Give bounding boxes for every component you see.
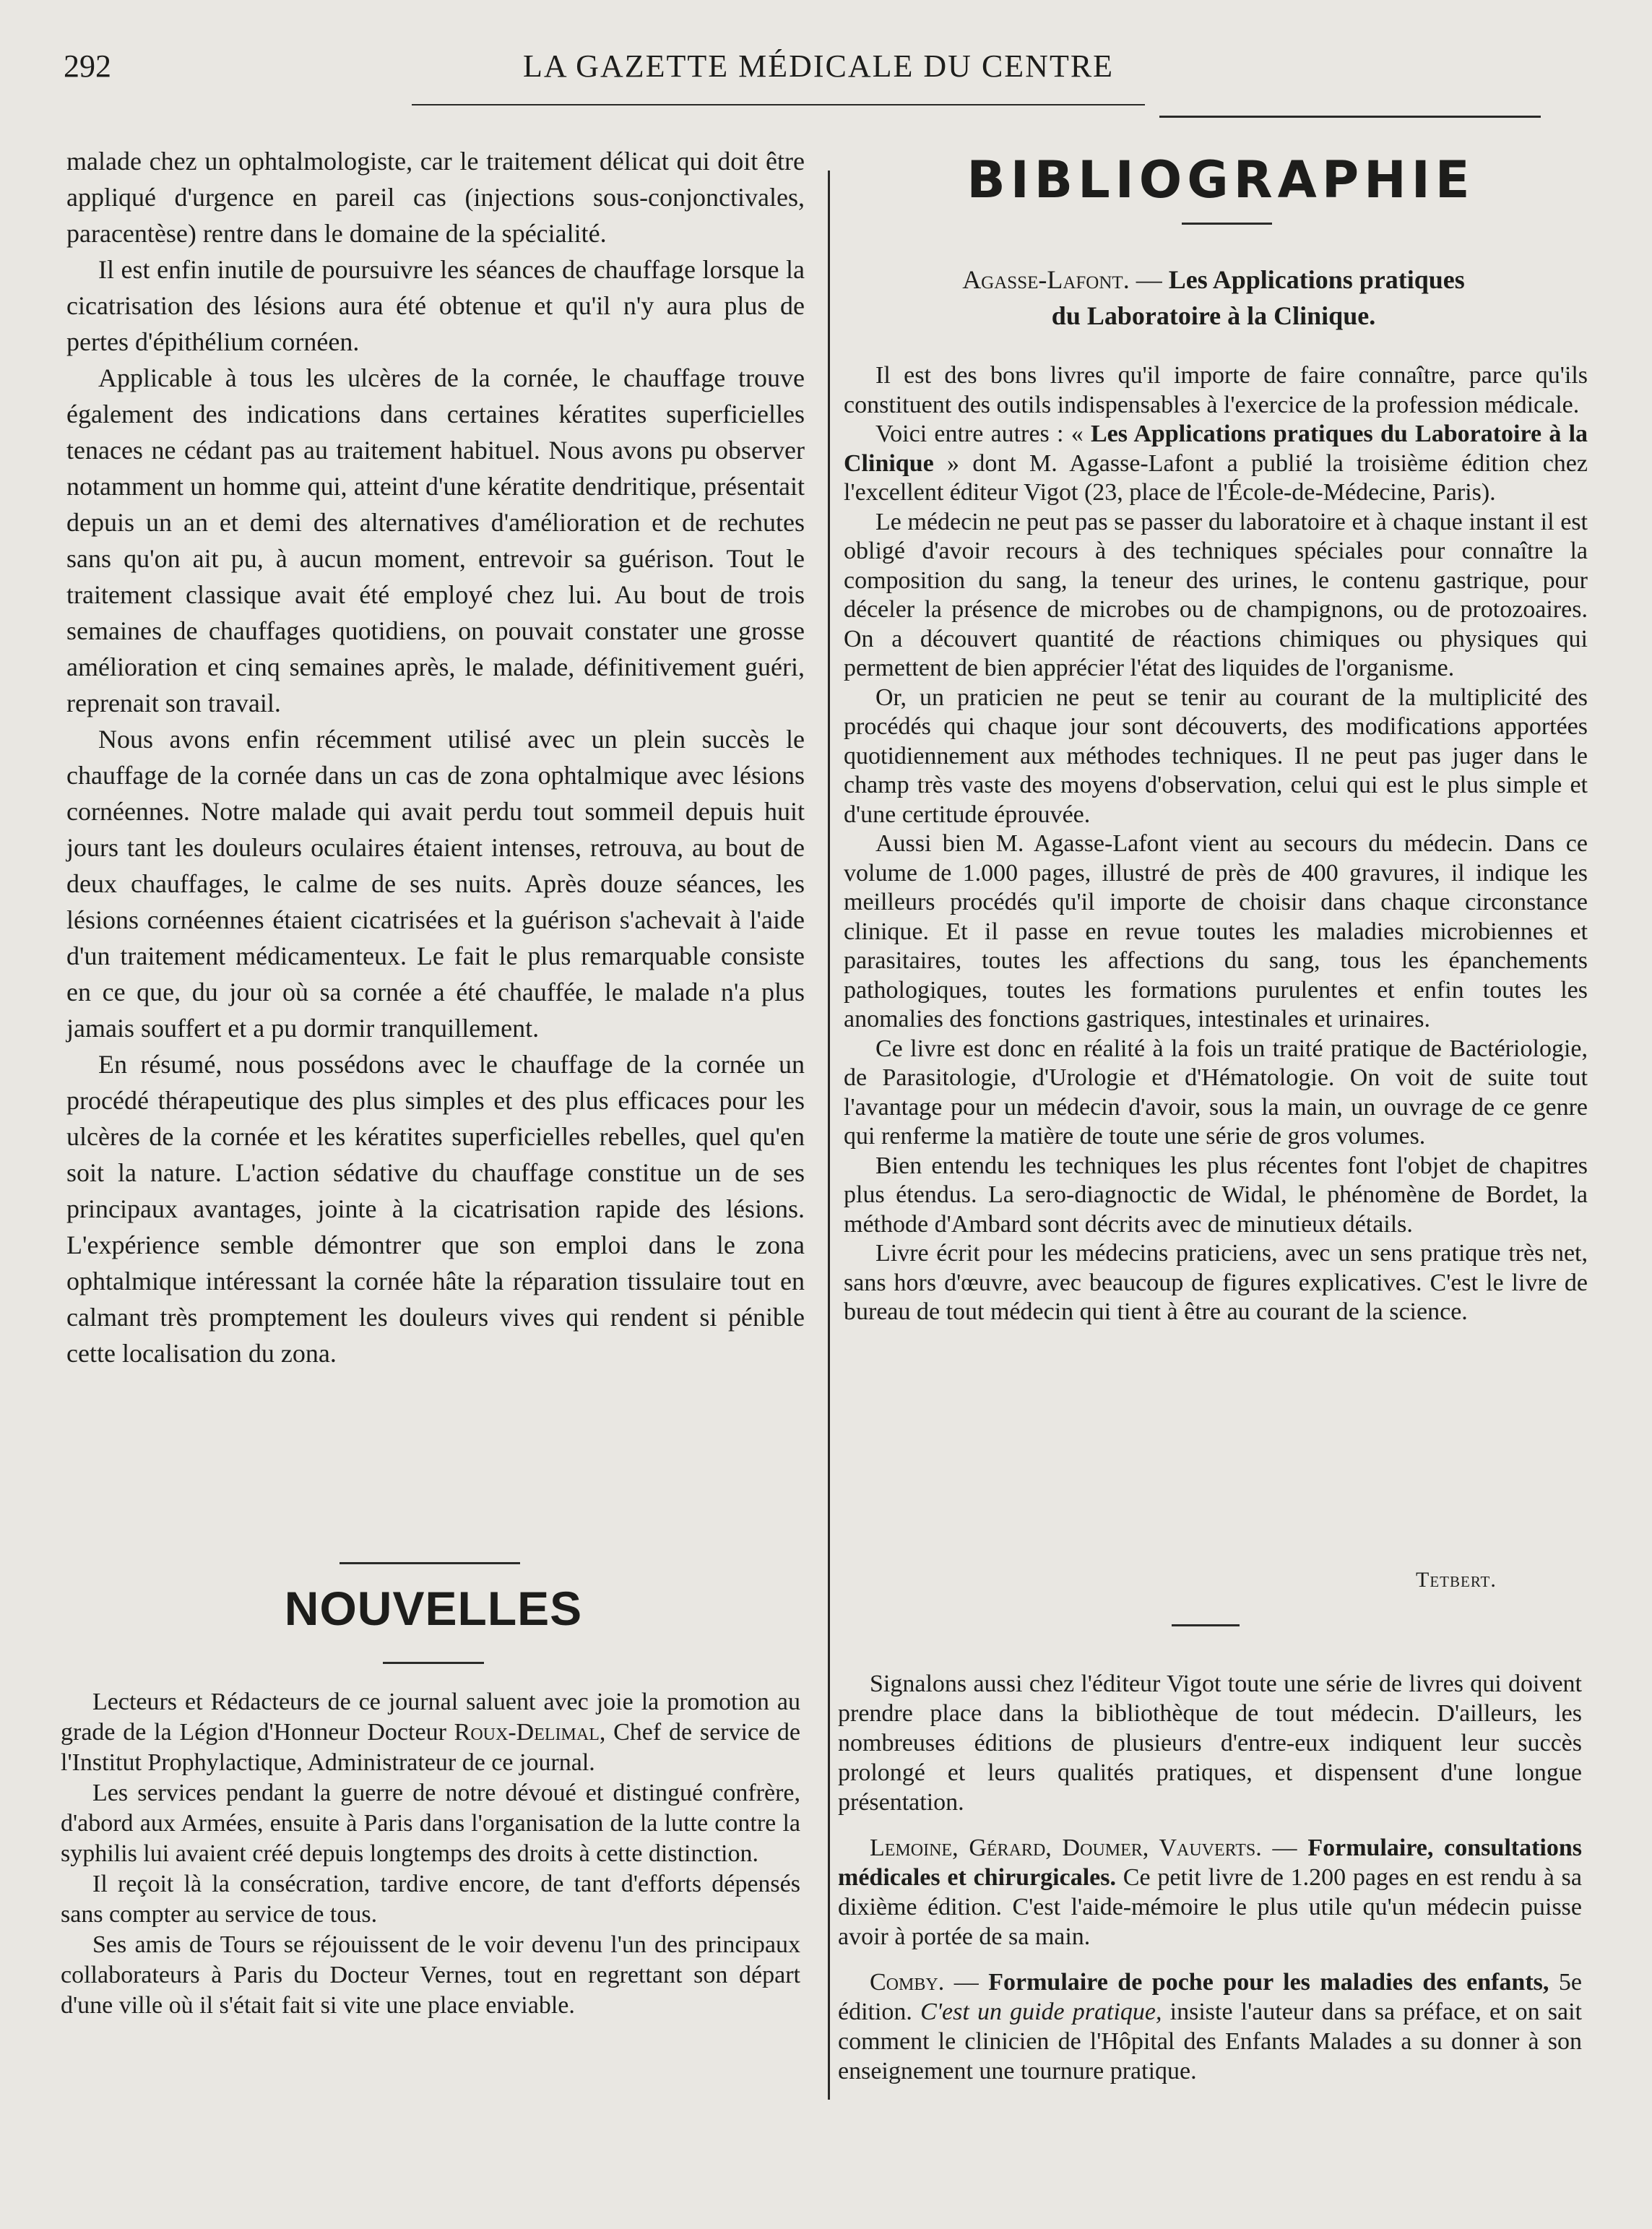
section-rule — [1182, 223, 1272, 225]
paragraph: Il reçoit là la consécration, tardive encore, de tant d'efforts dépensés sans compter au service de tous. — [61, 1871, 800, 1928]
paragraph: malade chez un ophtalmologiste, car le traitement délicat qui doit être appliqué d'urgence en pareil cas (injections sous-conjonctivales, paracentèse) rentre dans le domaine de la spécialité. — [66, 147, 805, 248]
running-title: LA GAZETTE MÉDICALE DU CENTRE — [522, 48, 1115, 84]
book-author: Comby. — [870, 1969, 945, 1996]
paragraph: Aussi bien M. Agasse-Lafont vient au secours du médecin. Dans ce volume de 1.000 pages, illustré de près de 400 gravures, il indique les meilleurs procédés qu'il importe de choisir dans chaque circonstance clinique. Et il passe en revue toutes les maladies microbiennes et parasitaires, toutes les affections du sang, tous les épanchements pathologiques, toutes les formations purulentes et enfin toutes les anomalies des fonctions gastriques, intestinales et urinaires. — [844, 830, 1588, 1032]
paragraph: Ses amis de Tours se réjouissent de le voir devenu l'un des principaux collaborateurs à Paris du Docteur Vernes, tout en regrettant son départ d'une ville où il s'était fait si vite une place enviable. — [61, 1931, 800, 2019]
paragraph: Nous avons enfin récemment utilisé avec un plein succès le chauffage de la cornée dans un cas de zona ophtalmique avec lésions cornéennes. Notre malade qui avait perdu tout sommeil depuis huit jours tant les douleurs oculaires étaient intenses, retrouva, au bout de deux chauffages, le calme de ses nuits. Après douze séances, les lésions cornéennes étaient cicatrisées et la guérison s'achevait à l'aide d'un traitement médicamenteux. Le fait le plus remarquable consiste en ce que, du jour où sa cornée a été chauffée, le malade n'a plus jamais souffert et a pu dormir tranquillement. — [66, 725, 805, 1043]
text-run: 5e édition. — [838, 1969, 1583, 2025]
book-entry — [838, 1967, 1582, 2086]
paragraph: Le médecin ne peut pas se passer du laboratoire et à chaque instant il est obligé d'avoir recours à des techniques spéciales pour connaître la composition du sang, la teneur des urines, le contenu gastrique, pour déceler la présence de microbes ou de champignons, ou de protozoaires. On a découvert quantité de réactions chimiques ou physiques qui permettent de bien apprécier l'état des liquides de l'organisme. — [844, 508, 1588, 681]
text-run: Voici entre autres : « — [875, 421, 1091, 447]
paragraph — [61, 1687, 800, 1778]
doctor-name: Roux-Delimal — [454, 1719, 600, 1746]
page-number: 292 — [64, 48, 111, 84]
text-run: » dont M. Agasse-Lafont a publié la troisième édition chez l'excellent éditeur Vigot (23, place de l'École-de-Médecine, Paris). — [844, 449, 1588, 506]
left-column — [66, 143, 805, 1371]
text-run: Ce petit livre de 1.200 pages en est rendu à sa dixième édition. C'est l'aide-mémoire le plus utile qu'un médecin puisse avoir à portée de sa main. — [838, 1864, 1582, 1950]
book-title: Formulaire de poche pour les maladies des enfants, — [988, 1969, 1549, 1996]
paragraph: Livre écrit pour les médecins praticiens, avec un sens pratique très net, sans hors d'œuvre, avec beaucoup de figures explicatives. C'est le livre de bureau de tout médecin qui tient à être au courant de la science. — [844, 1240, 1588, 1325]
text-run: Lecteurs et Rédacteurs de ce journal saluent avec joie la promotion au grade de la Légion d'Honneur Docteur — [61, 1689, 800, 1746]
paragraph: Les services pendant la guerre de notre dévoué et distingué confrère, d'abord aux Armées, ensuite à Paris dans l'organisation de la lutte contre la syphilis lui avaient créé depuis longtemps des droits à cette distinction. — [61, 1780, 800, 1867]
book-entry-heading — [888, 262, 1539, 334]
section-rule — [1172, 1624, 1240, 1626]
book-title: Formulaire, consultations médicales et chirurgicales. — [838, 1834, 1583, 1891]
book-entry — [838, 1833, 1582, 1952]
book-title: Les Applications pratiques — [1168, 265, 1465, 294]
dash: — — [1261, 1834, 1308, 1861]
book-title-continued: du Laboratoire à la Clinique. — [1051, 301, 1376, 330]
paragraph — [844, 420, 1588, 508]
paragraph: Il est enfin inutile de poursuivre les séances de chauffage lorsque la cicatrisation des lésions aura été obtenue et qu'il n'y aura plus de pertes d'épithélium cornéen. — [66, 255, 805, 356]
header-rule-right — [1159, 116, 1541, 118]
italic-phrase: C'est un guide pratique, — [920, 1999, 1162, 2025]
header-rule — [412, 104, 1145, 105]
bibliographie-heading: BIBLIOGRAPHIE — [966, 150, 1475, 210]
paragraph: Il est des bons livres qu'il importe de faire connaître, parce qu'ils constituent des outils indispensables à l'exercice de la profession médicale. — [844, 362, 1588, 418]
paragraph: Applicable à tous les ulcères de la cornée, le chauffage trouve également des indications dans certaines kératites superficielles tenaces ne cédant pas au traitement habituel. Nous avons pu observer notamment un homme qui, atteint d'une kératite dendritique, présentait depuis un an et demi des alternatives d'amélioration et de rechutes sans qu'on ait pu, à aucun moment, entrevoir sa guérison. Tout le traitement classique avait été employé chez lui. Au bout de trois semaines de chauffages quotidiens, on pouvait constater une grosse amélioration et cinq semaines après, le malade, définitivement guéri, reprenait son travail. — [66, 363, 805, 717]
book-entry-line — [888, 262, 1539, 298]
paragraph: Ce livre est donc en réalité à la fois un traité pratique de Bactériologie, de Parasitologie, d'Urologie et d'Hématologie. On voit de suite tout l'avantage pour un médecin d'avoir, sous la main, un ouvrage de ce genre qui renferme la matière de toute une série de gros volumes. — [844, 1035, 1588, 1150]
dash: — — [944, 1969, 989, 1996]
nouvelles-body — [61, 1687, 800, 2021]
review-signature: Tetbert. — [1416, 1568, 1497, 1592]
paragraph: Signalons aussi chez l'éditeur Vigot toute une série de livres qui doivent prendre place dans la bibliothèque de tout médecin. D'ailleurs, les nombreuses éditions de plusieurs d'entre-eux indiquent leur succès prolongé et leurs qualités pratiques, et dispensent d'une longue présentation. — [838, 1670, 1582, 1816]
book-author: Agasse-Lafont. — [962, 265, 1130, 294]
bibliographie-body — [844, 361, 1588, 1327]
text-run: insiste l'auteur dans sa préface, et on sait comment le clinicien de l'Hôpital des Enfants Malades a su donner à son enseignement une tournure pratique. — [838, 1999, 1582, 2084]
paragraph: Bien entendu les techniques les plus récentes font l'objet de chapitres plus étendus. La sero-diagnoctic de Widal, le phénomène de Bordet, la méthode d'Ambard sont décrits avec de minutieux détails. — [844, 1152, 1588, 1238]
book-author: Lemoine, Gérard, Doumer, Vauverts. — [870, 1834, 1262, 1861]
text-run: , Chef de service de l'Institut Prophylactique, Administrateur de ce journal. — [61, 1719, 800, 1776]
dash: — — [1129, 265, 1169, 294]
page-header — [64, 48, 1573, 105]
nouvelles-heading: NOUVELLES — [284, 1582, 583, 1635]
section-rule — [340, 1562, 520, 1564]
paragraph: Or, un praticien ne peut se tenir au courant de la multiplicité des procédés qui chaque jour sont découverts, des modifications apportées quotidiennement aux méthodes techniques. Il ne peut pas juger dans le champ très vaste des moyens d'observation, celui qui est le plus simple et d'une certitude éprouvée. — [844, 684, 1588, 828]
book-title-inline: Les Applications pratiques du Laboratoire à la Clinique — [844, 421, 1588, 477]
column-divider — [828, 171, 830, 2100]
section-rule — [383, 1662, 484, 1664]
bibliographie-more — [838, 1669, 1582, 2086]
paragraph: En résumé, nous possédons avec le chauffage de la cornée un procédé thérapeutique des plus simples et des plus efficaces pour les ulcères de la cornée et les kératites superficielles rebelles, quel qu'en soit la nature. L'action sédative du chauffage constitue un de ses principaux avantages, jointe à la cicatrisation rapide des lésions. L'expérience semble démontrer que son emploi dans le zona ophtalmique intéressant la cornée hâte la réparation tissulaire tout en calmant très promptement les douleurs vives qui rendent si pénible cette localisation du zona. — [66, 1050, 805, 1368]
